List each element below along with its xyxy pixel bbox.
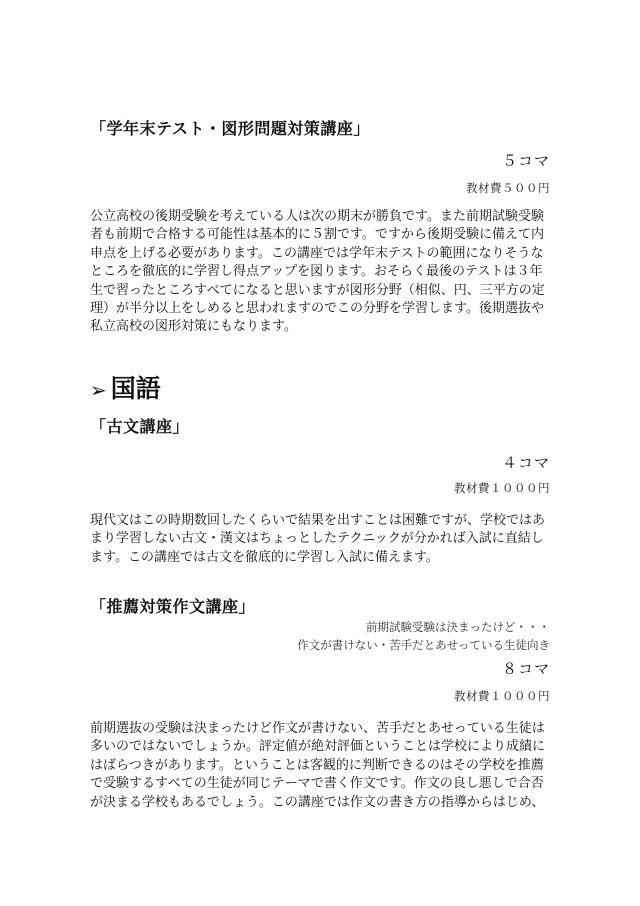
- course-kobun-koma: ４コマ: [501, 454, 550, 472]
- course-sakubun-subtitle: [90, 618, 550, 654]
- body-line: ところを徹底的に学習し得点アップを図ります。おそらく最後のテストは３年: [90, 264, 543, 280]
- body-line: 生で習ったところすべてになると思いますが図形分野（相似、円、三平方の定: [90, 282, 545, 298]
- course-zukei-title: [90, 116, 550, 139]
- subtitle-line: 前期試験受験は決まったけど・・・: [366, 620, 550, 634]
- body-line: 理）が半分以上をしめると思われますのでこの分野を学習します。後期選抜や: [90, 301, 544, 317]
- body-line: ます。この講座では古文を徹底的に学習し入試に備えます。: [90, 549, 439, 565]
- course-kobun-title: [90, 414, 550, 437]
- course-title: 「推薦対策作文講座」: [90, 597, 256, 616]
- course-title: 「古文講座」: [90, 417, 190, 436]
- body-line: 前期選抜の受験は決まったけど作文が書けない、苦手だとあせっている生徒は: [90, 721, 545, 736]
- body-line: まり学習しない古文・漢文はちょっとしたテクニックが分かれば入試に直結し: [90, 531, 544, 547]
- course-sakubun-body: [90, 720, 550, 812]
- body-line: で受験するすべての生徒が同じテーマで書く作文です。作文の良し悪しで合否: [90, 776, 544, 792]
- course-title: 「学年末テスト・図形問題対策講座」: [90, 119, 370, 138]
- course-zukei-body: [90, 208, 550, 337]
- course-kobun-body: [90, 512, 550, 567]
- course-sakubun-koma: ８コマ: [501, 660, 550, 678]
- body-line: 多いのではないでしょうか。評定値が絶対評価ということは学校により成績に: [90, 739, 546, 755]
- body-line: 者も前期で合格する可能性は基本的に５割です。ですから後期受験に備えて内: [90, 227, 544, 243]
- section-kokugo: [90, 374, 550, 405]
- arrow-bullet-icon: ➢: [90, 378, 107, 402]
- body-line: 私立高校の図形対策にもなります。: [90, 319, 297, 335]
- body-line: 現代文はこの時期数回したくらいで結果を出すことは困難ですが、学校ではあ: [90, 513, 546, 528]
- section-title: 国語: [110, 374, 161, 403]
- subtitle-line: 作文が書けない・苦手だとあせっている生徒向き: [297, 638, 550, 652]
- course-zukei-koma: ５コマ: [501, 152, 550, 170]
- body-line: 公立高校の後期受験を考えている人は次の期末が勝負です。また前期試験受験: [90, 209, 544, 224]
- course-zukei-fee: 教材費５００円: [466, 181, 550, 195]
- course-sakubun-title: [90, 594, 550, 617]
- course-kobun-fee: 教材費１０００円: [454, 481, 550, 495]
- course-sakubun-fee: 教材費１０００円: [454, 689, 550, 703]
- body-line: が決まる学校もあるでしょう。この講座では作文の書き方の指導からはじめ、: [90, 794, 545, 810]
- body-line: はばらつきがあります。ということは客観的に判断できるのはその学校を推薦: [90, 757, 544, 773]
- body-line: 申点を上げる必要があります。この講座では学年末テストの範囲になりそうな: [90, 245, 544, 261]
